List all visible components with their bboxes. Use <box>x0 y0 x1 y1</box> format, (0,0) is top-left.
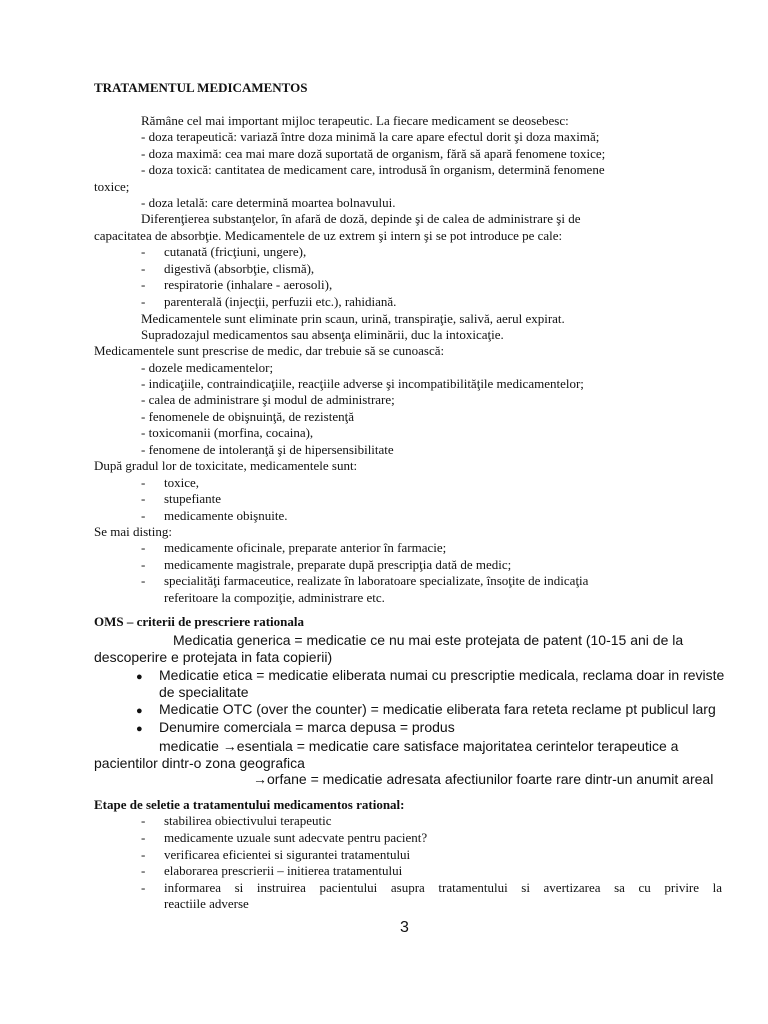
toxicity-item: stupefiante <box>164 491 222 506</box>
route-item: cutanată (fricţiuni, ungere), <box>164 244 307 259</box>
knowledge-item: - fenomenele de obişnuinţă, de rezistenţă <box>141 409 354 424</box>
list-dash: - <box>141 813 146 828</box>
route-item: parenterală (injecţii, perfuzii etc.), rahidiană. <box>164 294 397 309</box>
differentiation-paragraph: Diferenţierea substanţelor, în afară de doză, depinde şi de calea de administrare şi de <box>141 211 581 226</box>
list-dash: - <box>141 557 146 572</box>
overdose-text: Supradozajul medicamentos sau absenţa eliminării, duc la intoxicaţie. <box>141 327 504 342</box>
bullet-dot: ● <box>136 705 143 717</box>
list-dash: - <box>141 475 146 490</box>
step-item: verificarea eficientei si sigurantei tratamentului <box>164 847 411 862</box>
route-item: digestivă (absorbţie, clismă), <box>164 261 315 276</box>
toxicity-item: medicamente obişnuite. <box>164 508 288 523</box>
differentiation-paragraph-cont: capacitatea de absorbţie. Medicamentele de uz extrem şi intern şi se pot introduce pe cale: <box>94 228 563 243</box>
step-item: stabilirea obiectivului terapeutic <box>164 813 332 828</box>
list-dash: - <box>141 508 146 523</box>
orphan-medication-text: →orfane = medicatie adresata afectiunilor foarte rare dintr-un anumit areal <box>253 771 714 787</box>
knowledge-item: - fenomene de intoleranţă şi de hipersensibilitate <box>141 442 394 457</box>
step-item: elaborarea prescrierii – initierea tratamentului <box>164 863 403 878</box>
dose-item: - doza letală: care determină moartea bolnavului. <box>141 195 396 210</box>
otc-medication-text: Medicatie OTC (over the counter) = medicatie eliberata fara reteta reclame pt publicul larg <box>159 701 716 717</box>
page-number: 3 <box>400 919 409 936</box>
essential-medication-text: medicatie →esentiala = medicatie care satisface majoritatea cerintelor terapeutice a <box>159 738 679 754</box>
list-dash: - <box>141 830 146 845</box>
distinguish-item: medicamente oficinale, preparate anterior în farmacie; <box>164 540 447 555</box>
step-item: informarea si instruirea pacientului asupra tratamentului si avertizarea sa cu privire la <box>164 880 722 895</box>
list-dash: - <box>141 573 146 588</box>
intro-paragraph: Rămâne cel mai important mijloc terapeutic. La fiecare medicament se deosebesc: <box>141 113 569 128</box>
commercial-name-text: Denumire comerciala = marca depusa = produs <box>159 719 455 735</box>
list-dash: - <box>141 847 146 862</box>
elimination-text: Medicamentele sunt eliminate prin scaun, urină, transpiraţie, salivă, aerul expirat. <box>141 311 565 326</box>
toxicity-intro: După gradul lor de toxicitate, medicamentele sunt: <box>94 458 358 473</box>
list-dash: - <box>141 277 146 292</box>
knowledge-item: - dozele medicamentelor; <box>141 360 274 375</box>
list-dash: - <box>141 863 146 878</box>
bullet-dot: ● <box>136 671 143 683</box>
bullet-dot: ● <box>136 723 143 735</box>
prescribed-text: Medicamentele sunt prescrise de medic, dar trebuie să se cunoască: <box>94 343 445 358</box>
ethical-medication-text-cont: de specialitate <box>159 684 249 700</box>
list-dash: - <box>141 261 146 276</box>
distinguish-intro: Se mai disting: <box>94 524 172 539</box>
list-dash: - <box>141 540 146 555</box>
list-dash: - <box>141 244 146 259</box>
knowledge-item: - toxicomanii (morfina, cocaina), <box>141 425 314 440</box>
section-title-selection-steps: Etape de seletie a tratamentului medicamentos rational: <box>94 797 405 812</box>
dose-item: - doza terapeutică: variază între doza minimă la care apare efectul dorit şi doza maximă; <box>141 129 600 144</box>
dose-item: - doza toxică: cantitatea de medicament care, introdusă în organism, determină fenomene <box>141 162 605 177</box>
dose-item: - doza maximă: cea mai mare doză suportată de organism, fără să apară fenomene toxice; <box>141 146 606 161</box>
generic-medication-text-cont: descoperire e protejata in fata copierii) <box>94 649 333 665</box>
step-item: medicamente uzuale sunt adecvate pentru pacient? <box>164 830 428 845</box>
toxicity-item: toxice, <box>164 475 200 490</box>
route-item: respiratorie (inhalare - aerosoli), <box>164 277 333 292</box>
distinguish-item: specialităţi farmaceutice, realizate în laboratoare specializate, însoţite de indicaţia <box>164 573 589 588</box>
step-item-cont: reactiile adverse <box>164 896 249 911</box>
dose-item-continuation: toxice; <box>94 179 130 194</box>
section-title-oms: OMS – criterii de prescriere rationala <box>94 614 304 629</box>
essential-medication-text-cont: pacientilor dintr-o zona geografica <box>94 755 305 771</box>
list-dash: - <box>141 491 146 506</box>
knowledge-item: - calea de administrare şi modul de administrare; <box>141 392 395 407</box>
ethical-medication-text: Medicatie etica = medicatie eliberata numai cu prescriptie medicala, reclama doar in reviste <box>159 667 725 683</box>
distinguish-item-cont: referitoare la compoziţie, administrare etc. <box>164 590 385 605</box>
list-dash: - <box>141 880 146 895</box>
list-dash: - <box>141 294 146 309</box>
distinguish-item: medicamente magistrale, preparate după prescripţia dată de medic; <box>164 557 512 572</box>
knowledge-item: - indicaţiile, contraindicaţiile, reacţiile adverse şi incompatibilităţile medicamentelor; <box>141 376 584 391</box>
section-title-treatment: TRATAMENTUL MEDICAMENTOS <box>94 80 308 95</box>
generic-medication-text: Medicatia generica = medicatie ce nu mai este protejata de patent (10-15 ani de la <box>173 632 684 648</box>
